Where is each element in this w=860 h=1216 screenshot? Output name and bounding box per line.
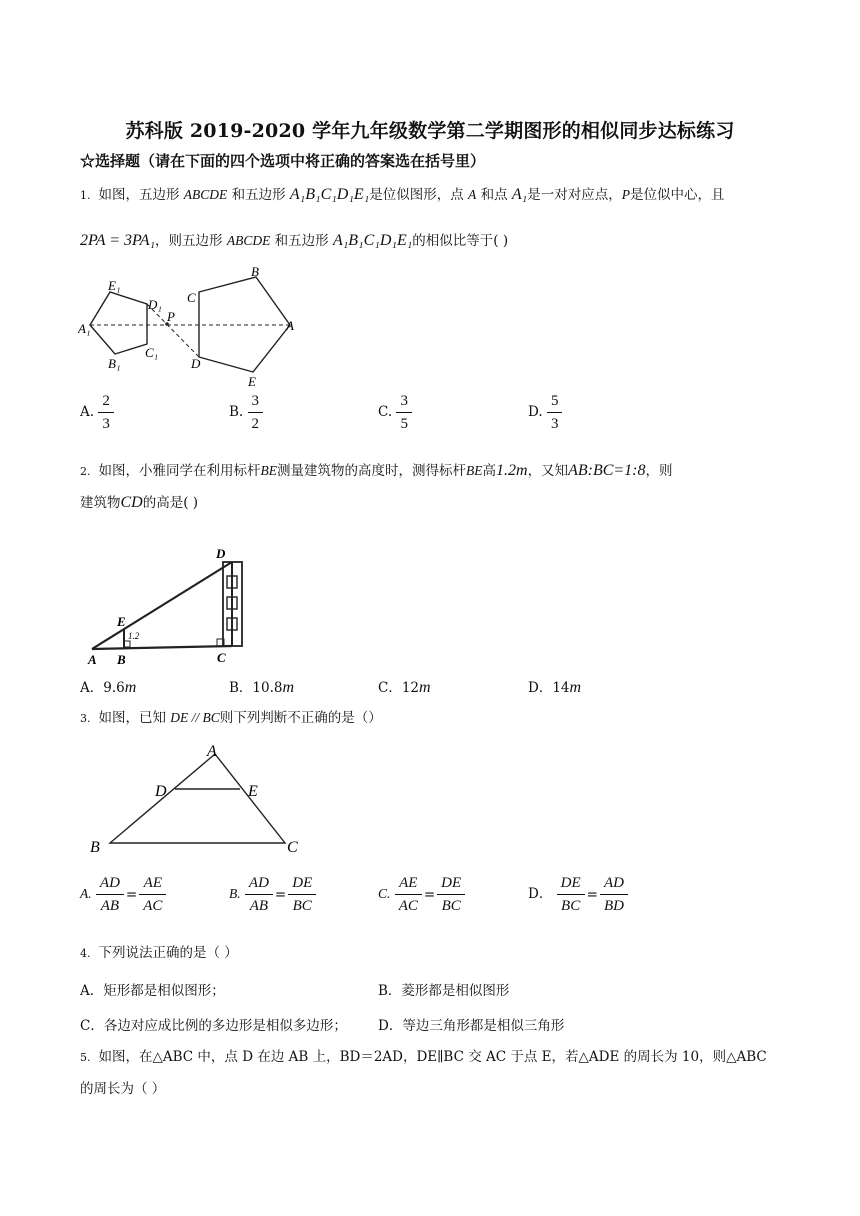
fraction-right <box>437 872 465 917</box>
denominator: BC <box>441 898 461 914</box>
q3-number: 3. <box>80 712 91 725</box>
denominator: AC <box>143 898 163 914</box>
q5-number: 5. <box>80 1051 91 1064</box>
fraction-right <box>139 872 166 917</box>
option-label: B． <box>229 680 253 696</box>
q3-line1 <box>80 709 382 728</box>
label-d: D <box>191 356 201 371</box>
option-label: D． <box>528 886 553 902</box>
q2-text: ，又知 <box>527 463 569 479</box>
q3-option-b[interactable]: B. $\frac{AD}{AB}$ = $\frac{DE}{BC}$ <box>229 872 316 917</box>
q1-text: 和五边形 <box>231 187 286 203</box>
denominator: BC <box>561 898 581 914</box>
q4-option-a[interactable]: A．矩形都是相似图形； <box>80 983 225 999</box>
q2-text: 建筑物 <box>80 495 121 511</box>
denominator: 3 <box>102 416 110 432</box>
label-b: B <box>90 839 100 856</box>
q1-shape1: ABCDE <box>183 187 228 202</box>
label-e: E <box>117 614 126 629</box>
denominator: 5 <box>400 416 408 432</box>
q3-option-d[interactable]: D． $\frac{DE}{BC}$ = $\frac{AD}{BD}$ <box>528 872 628 917</box>
q1-text: 如图，五边形 <box>98 187 180 203</box>
fraction-left <box>245 872 273 917</box>
q4-stem <box>80 944 238 963</box>
q1-option-d[interactable] <box>528 390 562 435</box>
label-a: A <box>207 743 217 760</box>
label-b: B <box>117 652 126 667</box>
q1-shape2: A₁B₁C₁D₁E₁ <box>332 232 413 249</box>
q3-triangle-figure <box>86 742 306 858</box>
q4-number: 4. <box>80 947 91 960</box>
q2-text: 如图，小雅同学在利用标杆 <box>98 463 261 479</box>
q1-pentagon-figure <box>78 262 308 390</box>
numerator: AE <box>395 872 422 895</box>
label-p: P <box>167 309 175 324</box>
fraction-left <box>96 872 124 917</box>
option-value: 12 <box>401 680 420 696</box>
denominator: AC <box>398 898 418 914</box>
label-a1: A₁ <box>78 321 91 336</box>
q1-option-c[interactable] <box>378 390 412 435</box>
q5-text: 如图，在△ABC 中，点 D 在边 AB 上，BD＝2AD，DE∥BC 交 AC 于点 E，若△ADE 的周长为 10，则△ABC <box>98 1049 767 1065</box>
q2-text: 测量建筑物的高度时，测得标杆 <box>277 463 466 479</box>
denominator: BC <box>292 898 312 914</box>
numerator: AD <box>600 872 628 895</box>
option-unit: m <box>282 679 295 696</box>
label-e: E <box>248 374 256 389</box>
fraction-left <box>557 872 585 917</box>
q2-text: 高 <box>482 463 496 479</box>
fraction-left <box>395 872 422 917</box>
q2-line1 <box>80 462 673 481</box>
q1-point-a1: A₁ <box>511 186 528 203</box>
option-value: 9.6 <box>103 680 125 696</box>
q2-height: 1.2m <box>496 462 528 479</box>
label-d1: D₁ <box>148 297 162 312</box>
q2-ratio: AB:BC=1:8 <box>568 462 646 479</box>
q1-line1 <box>80 186 724 205</box>
numerator: 5 <box>547 390 563 413</box>
label-b: B <box>251 264 259 279</box>
q5-line2: 的周长为（ ） <box>80 1081 166 1097</box>
option-label: D． <box>528 680 553 696</box>
label-c: C <box>217 650 226 665</box>
denominator: 2 <box>251 416 260 432</box>
fraction <box>248 390 264 435</box>
label-e1: E₁ <box>108 278 121 293</box>
q1-text: 和五边形 <box>274 233 329 249</box>
q4-option-b[interactable]: B．菱形都是相似图形 <box>378 983 510 999</box>
q1-option-a[interactable] <box>80 390 114 435</box>
fraction <box>396 390 412 435</box>
label-c: C <box>187 290 196 305</box>
q1-shape1: ABCDE <box>226 233 271 248</box>
q1-option-b[interactable] <box>229 390 263 435</box>
option-unit: m <box>419 679 431 696</box>
option-value: 10.8 <box>252 680 283 696</box>
option-label: C. <box>378 404 393 420</box>
option-value: 14 <box>552 680 570 696</box>
q1-text: 是一对对应点， <box>527 187 622 203</box>
q1-point-p: P <box>621 187 630 202</box>
q4-option-c[interactable]: C．各边对应成比例的多边形是相似多边形； <box>80 1018 347 1034</box>
label-d: D <box>216 546 226 561</box>
label-c1: C₁ <box>145 345 159 360</box>
q2-cd: CD <box>120 494 143 511</box>
q3-option-c[interactable]: C. $\frac{AE}{AC}$ = $\frac{DE}{BC}$ <box>378 872 465 917</box>
q1-text: 和点 <box>480 187 508 203</box>
q1-point-a: A <box>468 187 477 202</box>
option-label: A. <box>80 404 95 420</box>
option-label: C． <box>378 680 402 696</box>
q2-option-a[interactable] <box>80 676 136 697</box>
q1-text: 是位似中心，且 <box>629 187 725 203</box>
q2-be: BE <box>260 463 277 478</box>
numerator: DE <box>437 872 465 895</box>
label-d: D <box>155 783 167 800</box>
q3-text: 如图，已知 <box>98 710 166 726</box>
numerator: DE <box>557 872 585 895</box>
page-title: 苏科版 2019-2020 学年九年级数学第二学期图形的相似同步达标练习 <box>125 120 735 142</box>
label-a: A <box>88 652 97 667</box>
denominator: AB <box>100 898 120 914</box>
numerator: AD <box>96 872 124 895</box>
q3-option-a[interactable]: A. $\frac{AD}{AB}$ = $\frac{AE}{AC}$ <box>80 872 166 917</box>
option-label: C. <box>378 886 391 901</box>
option-label: A. <box>80 886 92 901</box>
option-label: A． <box>80 680 104 696</box>
q2-be: BE <box>466 463 483 478</box>
option-label: B. <box>229 886 241 901</box>
q2-option-c[interactable] <box>378 676 431 697</box>
label-height: 1.2 <box>128 631 140 641</box>
q1-text: 的相似比等于( ) <box>412 233 509 249</box>
denominator: AB <box>249 898 269 914</box>
q2-building-figure <box>86 545 256 670</box>
q2-text: 的高是( ) <box>142 495 199 511</box>
q1-line2 <box>80 232 508 250</box>
numerator: AD <box>245 872 273 895</box>
label-b1: B₁ <box>108 356 121 371</box>
q2-option-b[interactable] <box>229 676 294 697</box>
fraction-right <box>288 872 316 917</box>
denominator: 3 <box>550 416 559 432</box>
numerator: 2 <box>98 390 114 413</box>
q2-line2 <box>80 494 198 512</box>
q1-equation: 2PA = 3PA₁ <box>80 232 156 249</box>
numerator: 3 <box>396 390 412 413</box>
q2-text: ，则 <box>645 463 673 479</box>
label-c: C <box>287 839 298 856</box>
q1-shape2: A₁B₁C₁D₁E₁ <box>289 186 370 203</box>
option-unit: m <box>569 679 582 696</box>
q1-text: 是位似图形，点 <box>369 187 464 203</box>
fraction-right <box>600 872 628 917</box>
numerator: DE <box>288 872 316 895</box>
denominator: BD <box>603 898 624 914</box>
section-heading: ☆选择题（请在下面的四个选项中将正确的答案选在括号里） <box>80 152 486 170</box>
numerator: AE <box>139 872 166 895</box>
q2-number: 2. <box>80 465 91 478</box>
fraction <box>547 390 563 435</box>
option-unit: m <box>124 679 137 696</box>
option-label: D. <box>528 404 543 420</box>
q1-text: ，则五边形 <box>155 233 223 249</box>
numerator: 3 <box>248 390 264 413</box>
fraction <box>98 390 114 435</box>
q5-line1 <box>80 1048 767 1067</box>
option-label: B. <box>229 404 244 420</box>
q4-text: 下列说法正确的是（ ） <box>98 945 238 961</box>
q4-option-d[interactable]: D．等边三角形都是相似三角形 <box>378 1018 565 1034</box>
q3-text: 则下列判断不正确的是（） <box>219 710 382 726</box>
q1-number: 1. <box>80 189 91 202</box>
label-e: E <box>248 783 258 800</box>
q3-condition: DE // BC <box>170 710 220 725</box>
label-a: A <box>286 318 294 333</box>
q2-option-d[interactable] <box>528 676 581 697</box>
